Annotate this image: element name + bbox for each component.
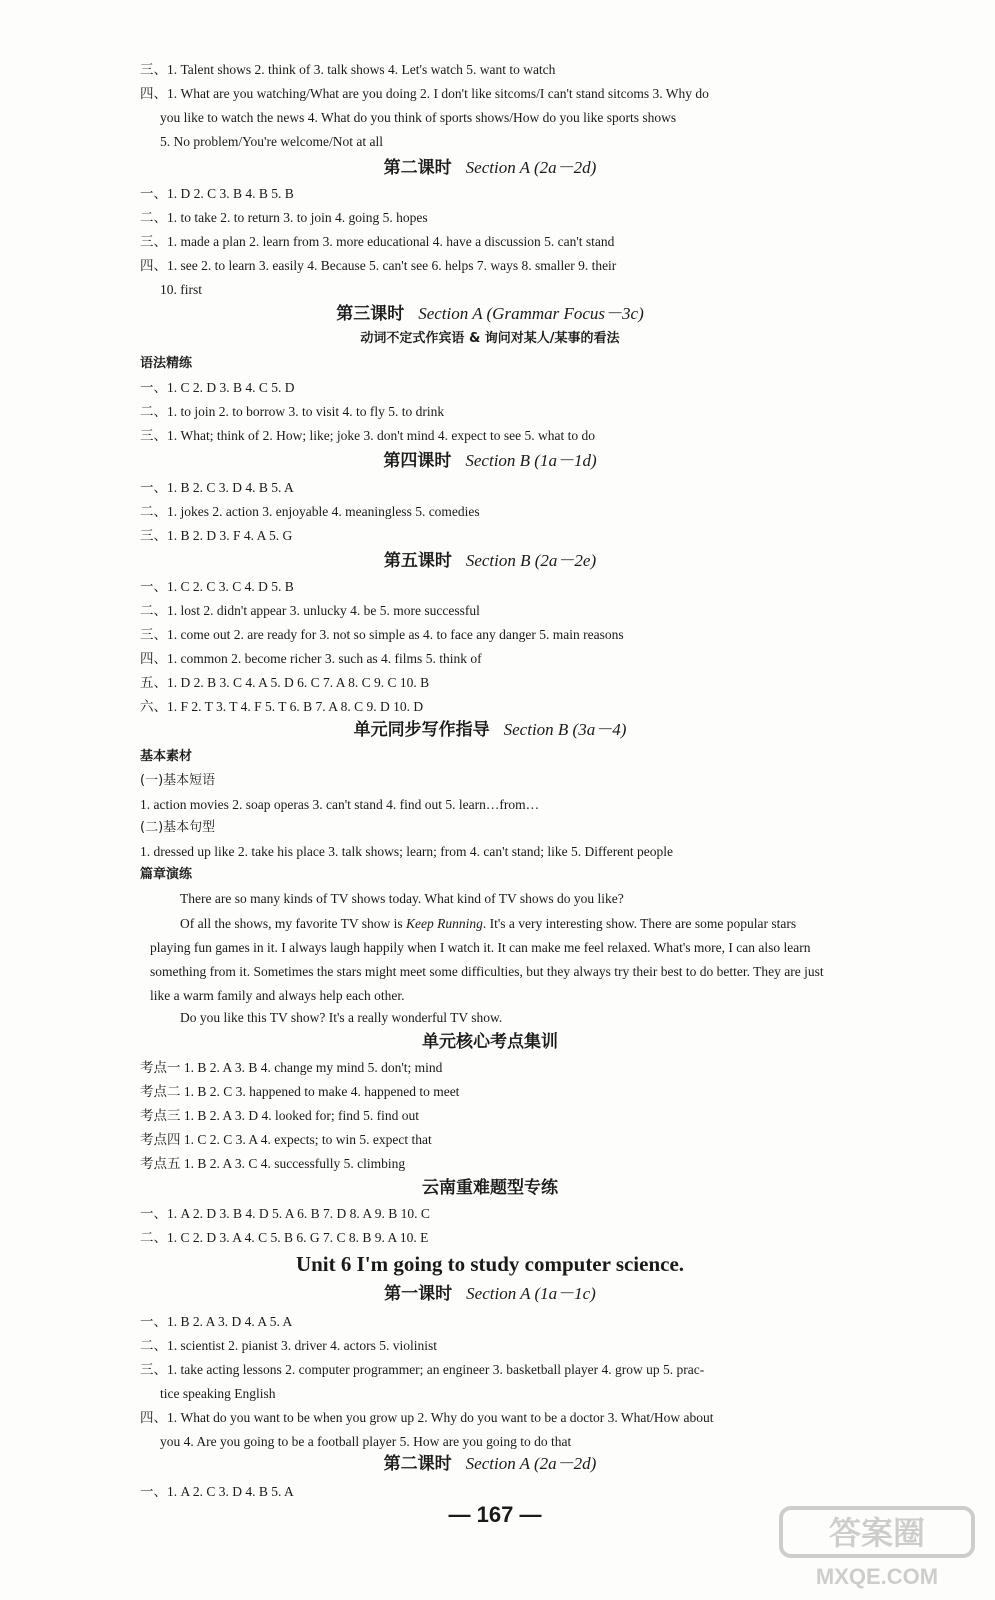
answer-line: 二、1. to take 2. to return 3. to join 4. going 5. hopes <box>140 210 428 225</box>
lesson-title: 第四课时 <box>383 451 452 471</box>
answer-line: 考点一 1. B 2. A 3. B 4. change my mind 5. don't; mind <box>140 1060 443 1075</box>
answer-line: 四、1. see 2. to learn 3. easily 4. Because 5. can't see 6. helps 7. ways 8. smaller 9. their <box>140 258 617 273</box>
lesson-section: Section B (3a－4) <box>503 720 627 739</box>
lesson-section: Section B (1a－1d) <box>465 451 597 470</box>
answer-line: 三、1. made a plan 2. learn from 3. more educational 4. have a discussion 5. can't stand <box>140 234 615 249</box>
lesson-title: 第三课时 <box>336 304 405 324</box>
lesson-title: 第二课时 <box>383 1454 452 1474</box>
answer-line: tice speaking English <box>160 1386 276 1401</box>
answer-line: 一、1. B 2. A 3. D 4. A 5. A <box>140 1314 293 1329</box>
section-label: (二)基本句型 <box>140 820 216 835</box>
answer-line: you like to watch the news 4. What do you think of sports shows/How do you like sports shows <box>160 110 677 125</box>
watermark-text: 答案圈 <box>828 1514 926 1552</box>
lesson-section: Section A (2a－2d) <box>465 1454 597 1473</box>
answer-line: you 4. Are you going to be a football player 5. How are you going to do that <box>160 1434 572 1449</box>
essay-paragraph: Do you like this TV show? It's a really wonderful TV show. <box>180 1010 503 1025</box>
answer-line: 考点三 1. B 2. A 3. D 4. looked for; find 5. find out <box>140 1108 419 1123</box>
answer-line: 三、1. take acting lessons 2. computer programmer; an engineer 3. basketball player 4. grow up 5. prac- <box>140 1362 705 1377</box>
lesson-title: 第二课时 <box>383 158 452 178</box>
section-label: 基本素材 <box>140 749 193 764</box>
essay-paragraph: Of all the shows, my favorite TV show is Keep Running. It's a very interesting show. There are some popular stars playing fun games in it. I always laugh happily when I watch it. It can make me feel relaxed. What's more, I can also learn something from it. Sometimes the stars might meet some difficulties, but they always try their best to do better. They are just like a warm family and always help each other. <box>150 916 824 1003</box>
answer-line: 一、1. A 2. C 3. D 4. B 5. A <box>140 1484 294 1499</box>
answer-line: 1. dressed up like 2. take his place 3. talk shows; learn; from 4. can't stand; like 5. Different people <box>140 844 674 859</box>
answer-line: 五、1. D 2. B 3. C 4. A 5. D 6. C 7. A 8. C 9. C 10. B <box>140 675 430 690</box>
answer-line: 10. first <box>160 282 202 297</box>
watermark-url: MXQE.COM <box>815 1564 939 1589</box>
lesson-heading <box>140 718 840 742</box>
answer-line: 考点二 1. B 2. C 3. happened to make 4. happened to meet <box>140 1084 460 1099</box>
section-label: 语法精练 <box>140 356 193 371</box>
lesson-heading <box>140 156 840 180</box>
answer-line: 六、1. F 2. T 3. T 4. F 5. T 6. B 7. A 8. C 9. D 10. D <box>140 699 424 714</box>
section-heading: 单元核心考点集训 <box>422 1032 558 1052</box>
watermark-logo <box>777 1504 977 1590</box>
answer-line: 一、1. C 2. D 3. B 4. C 5. D <box>140 380 295 395</box>
show-title: Keep Running <box>405 916 483 931</box>
answer-line: 二、1. lost 2. didn't appear 3. unlucky 4. be 5. more successful <box>140 603 480 618</box>
answer-line: 四、1. What are you watching/What are you doing 2. I don't like sitcoms/I can't stand sitcoms 3. Why do <box>140 86 709 101</box>
answer-line: 二、1. jokes 2. action 3. enjoyable 4. meaningless 5. comedies <box>140 504 480 519</box>
answer-line: 一、1. D 2. C 3. B 4. B 5. B <box>140 186 294 201</box>
answer-line: 考点五 1. B 2. A 3. C 4. successfully 5. climbing <box>140 1156 406 1171</box>
answer-line: 一、1. C 2. C 3. C 4. D 5. B <box>140 579 294 594</box>
answer-line: 1. action movies 2. soap operas 3. can't stand 4. find out 5. learn…from… <box>140 797 540 812</box>
answer-line: 一、1. A 2. D 3. B 4. D 5. A 6. B 7. D 8. A 9. B 10. C <box>140 1206 430 1221</box>
section-heading: 云南重难题型专练 <box>422 1178 558 1198</box>
lesson-heading <box>140 1282 840 1306</box>
lesson-title: 单元同步写作指导 <box>353 720 490 740</box>
answer-line: 考点四 1. C 2. C 3. A 4. expects; to win 5. expect that <box>140 1132 432 1147</box>
unit-title: Unit 6 I'm going to study computer science. <box>295 1252 685 1276</box>
grammar-subtitle: 动词不定式作宾语 & 询问对某人/某事的看法 <box>360 331 620 346</box>
page-number: — 167 — <box>448 1502 542 1527</box>
answer-line: 三、1. come out 2. are ready for 3. not so simple as 4. to face any danger 5. main reasons <box>140 627 624 642</box>
answer-line: 二、1. to join 2. to borrow 3. to visit 4. to fly 5. to drink <box>140 404 445 419</box>
answer-line: 一、1. B 2. C 3. D 4. B 5. A <box>140 480 294 495</box>
answer-line: 四、1. What do you want to be when you grow up 2. Why do you want to be a doctor 3. What/How about <box>140 1410 714 1425</box>
answer-line: 三、1. B 2. D 3. F 4. A 5. G <box>140 528 293 543</box>
answer-line: 四、1. common 2. become richer 3. such as 4. films 5. think of <box>140 651 482 666</box>
lesson-title: 第五课时 <box>383 551 452 571</box>
lesson-title: 第一课时 <box>384 1284 453 1304</box>
lesson-heading <box>140 1452 840 1476</box>
lesson-heading <box>140 449 840 473</box>
lesson-heading <box>140 302 840 326</box>
answer-line: 二、1. scientist 2. pianist 3. driver 4. actors 5. violinist <box>140 1338 437 1353</box>
lesson-section: Section A (2a－2d) <box>465 158 597 177</box>
answer-line: 5. No problem/You're welcome/Not at all <box>160 134 384 149</box>
lesson-section: Section B (2a－2e) <box>465 551 597 570</box>
section-label: (一)基本短语 <box>140 773 216 788</box>
lesson-heading <box>140 549 840 573</box>
essay-paragraph: There are so many kinds of TV shows today. What kind of TV shows do you like? <box>180 891 624 906</box>
answer-line: 三、1. What; think of 2. How; like; joke 3. don't mind 4. expect to see 5. what to do <box>140 428 595 443</box>
lesson-section: Section A (1a－1c) <box>466 1284 596 1303</box>
answer-line: 三、1. Talent shows 2. think of 3. talk shows 4. Let's watch 5. want to watch <box>140 62 556 77</box>
lesson-section: Section A (Grammar Focus－3c) <box>418 304 644 323</box>
section-label: 篇章演练 <box>140 867 193 882</box>
answer-line: 二、1. C 2. D 3. A 4. C 5. B 6. G 7. C 8. B 9. A 10. E <box>140 1230 429 1245</box>
